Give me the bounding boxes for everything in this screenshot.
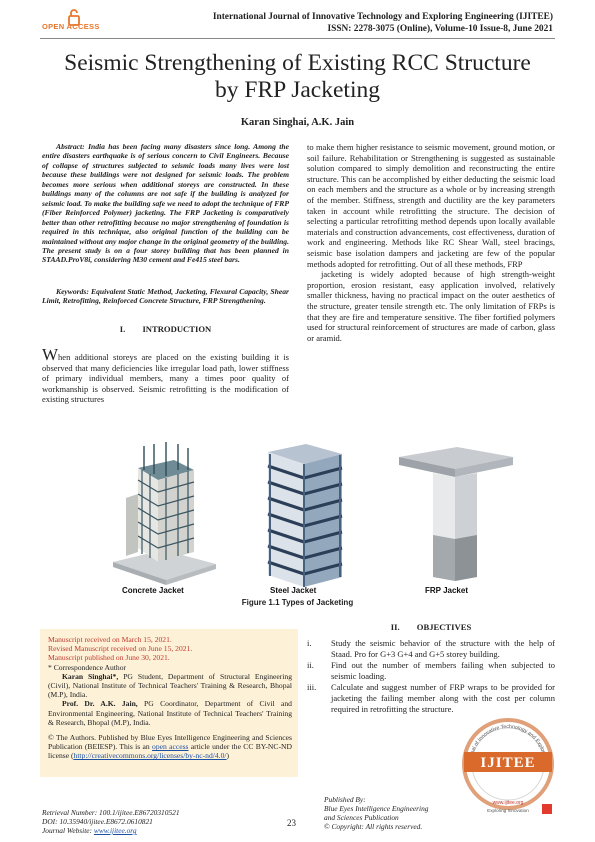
doi: DOI: 10.35940/ijitee.E8672.0610821 (42, 817, 153, 826)
manuscript-info-box (40, 629, 298, 777)
publisher-line1: Blue Eyes Intelligence Engineering (324, 804, 429, 813)
abstract-label: Abstract: (56, 142, 85, 151)
received-date: Manuscript received on March 15, 2021. (48, 635, 172, 644)
license-text: © The Authors. Published by Blue Eyes Intelligence Engineering and Sciences Publication (BEIESP). This is an open access article under the CC BY-NC-ND license (http://creativecommons.org/licenses/by-nc-nd/4.0/) (48, 733, 292, 761)
steel-jacket-image (258, 442, 348, 587)
intro-text: When additional storeys are placed on the existing building it is observed that many deficiencies like irregular load path, lower stiffness of primary individual members, many a times poor quality of workmanship is observed. Seismic retrofitting is the modification of existing structures (42, 345, 289, 405)
published-date: Manuscript published on June 30, 2021. (48, 653, 170, 663)
keywords-label: Keywords: (56, 287, 89, 296)
author2-affiliation: Prof. Dr. A.K. Jain, PG Coordinator, Department of Civil and Environmental Engineering, National Institute of Technical Teachers' Training & Research, Bhopal (M.P), India. (48, 699, 292, 727)
intro-heading: I. INTRODUCTION (119, 324, 212, 334)
footer-left (42, 808, 180, 835)
copyright: © Copyright: All rights reserved. (324, 822, 423, 831)
journal-name: International Journal of Innovative Technology and Exploring Engineering (IJITEE) (212, 12, 553, 22)
published-by: Published By: (324, 795, 366, 804)
correspondence-note: * Correspondence Author (48, 662, 127, 672)
seal-subtitle: Exploring Innovation (487, 808, 529, 813)
frp-jacket-image (395, 443, 515, 583)
seal-title: IJITEE (480, 755, 536, 771)
objectives-list (307, 638, 555, 714)
intro-paragraph-frp: jacketing is widely adopted because of high strength-weight proportion, erosion resistant, easy application involved, relatively smaller thickness, having no practical impact on the outer aesthetics of the structure, greater tensile strength etc. The only limitation of FRPs is that they are fire and temperature sensitive. The fiber fortified polymers used for structural reinforcement of structures are made of carbon, glass or aramid. (307, 269, 555, 343)
author1-affiliation: Karan Singhai*, PG Student, Department of Structural Engineering (Civil), National Institute of Technical Teachers' Training & Research, Bhopal (M.P), India. (48, 671, 293, 700)
caption-concrete-jacket: Concrete Jacket (122, 586, 184, 595)
intro-paragraph-continued: to make them higher resistance to seismic movement, ground motion, or soil failure. Rehabilitation or Strengthening is suggested as sustainable solution compared to simply demolition and reconstructing the entire structure. This can be accomplished by either deducting the seismic load on each members and the structure as a whole or by increasing strength of the member. Stiffness, strength and ductility are the key parameters taken in account while retrofitting the structure. The decision of selecting a particular retrofitting method depends upon locally available materials and construction advancements, cost effectiveness, duration of work and engineering. Methods like RC Shear Wall, steel bracings, seismic base isolation dampers and jacketing are few of the popular methods adopted for retrofitting. Out of all these methods, FRP (307, 142, 555, 269)
caption-frp-jacket: FRP Jacket (425, 586, 468, 595)
list-item: i. Study the seismic behavior of the structure with the help of Staad. Pro for G+3 G+4 and G+5 storey building. (307, 638, 555, 659)
paper-authors: Karan Singhai, A.K. Jain (240, 117, 355, 128)
svg-text:Journal of Innovative Technolo: al of Innovative Technology and Explo (470, 723, 546, 753)
objectives-heading: II. OBJECTIVES (390, 622, 472, 632)
drop-cap: W (42, 345, 59, 364)
objectives-section (307, 637, 555, 714)
journal-header (213, 12, 553, 35)
open-access-link[interactable]: open access (152, 742, 189, 752)
figure-caption: Figure 1.1 Types of Jacketing (241, 598, 354, 607)
ijitee-seal-icon (458, 712, 558, 816)
page-number: 23 (287, 818, 296, 828)
right-column-text (307, 142, 555, 343)
retrieval-number: Retrieval Number: 100.1/ijitee.E86720310521 (42, 808, 180, 817)
seal-website: www.ijitee.org (492, 800, 524, 806)
concrete-jacket-image (108, 440, 218, 585)
journal-website-link[interactable]: www.ijitee.org (93, 826, 137, 835)
ijitee-seal (458, 712, 558, 816)
keywords-text: Equivalent Static Method, Jacketing, Flexural Capacity, Shear Limit, Retrofitting, Reinforced Concrete Structure, FRP Strengthening. (42, 287, 289, 306)
journal-issn: ISSN: 2278-3075 (Online), Volume-10 Issue-8, June 2021 (327, 23, 553, 34)
paper-title: Seismic Strengthening of Existing RCC Structure by FRP Jacketing (64, 50, 531, 103)
open-access-text: OPEN ACCESS (42, 22, 100, 31)
abstract (42, 142, 289, 265)
list-item: iii. Calculate and suggest number of FRP wraps to be provided for jacketing the failing member along with the cost per column required in retrofitting the structure. (307, 682, 555, 714)
list-item: ii. Find out the number of members failing when subjected to seismic loading. (307, 660, 555, 681)
publisher-line2: and Sciences Publication (324, 813, 399, 822)
keywords (42, 287, 289, 306)
header-rule (40, 38, 555, 39)
open-access-logo (40, 8, 112, 34)
footer-right (324, 795, 428, 831)
journal-website: Journal Website: www.ijitee.org (42, 826, 137, 835)
caption-steel-jacket: Steel Jacket (270, 586, 317, 595)
revised-date: Revised Manuscript received on June 15, 2021. (48, 644, 193, 654)
abstract-text: India has been facing many disasters since long. Among the entire disasters earthquake is of serious concern to Civil Engineers. Because of collapse of structures subjected to seismic loads many lives were lost because these buildings were not designed for seismic loads. The problem becomes more serious when additional storeys are constructed. In these buildings many of the columns are not safe if the building is analyzed for seismic load. To make the building safe we need to adopt the technique of FRP (Fiber Reinforced Polymer) jacketing. The FRP Jacketing is comparatively better than other retrofitting because no major strengthening of foundation is required in this technique, also original function of the building can be maintained without any major change in the original geometry of the building. The present study is on a four storey building that has been planned in STAAD.ProV8i, considering M30 cement and Fe415 steel bars. (42, 142, 289, 265)
license-url-link[interactable]: http://creativecommons.org/licenses/by-nc-nd/4.0/ (73, 751, 227, 761)
